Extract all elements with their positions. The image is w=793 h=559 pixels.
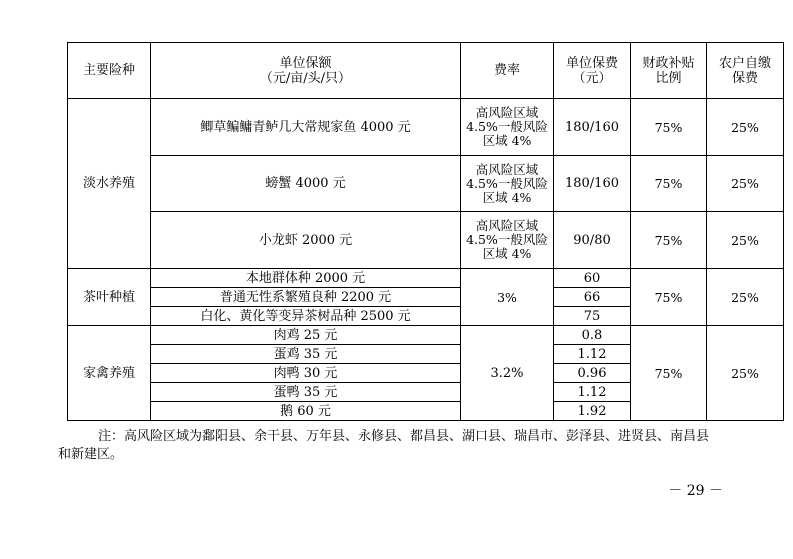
self-pay-cell: 25% — [707, 326, 784, 421]
table-row — [68, 326, 784, 345]
category-cell: 茶叶种植 — [68, 269, 151, 326]
subsidy-cell: 75% — [631, 269, 707, 326]
premium-cell: 0.8 — [554, 326, 631, 345]
premium-cell: 66 — [554, 288, 631, 307]
insurance-table — [67, 42, 784, 421]
table-row — [68, 156, 784, 212]
item-cell: 鹅 60 元 — [151, 402, 461, 421]
header-row — [68, 43, 784, 99]
rate-cell: 3.2% — [461, 326, 554, 421]
self-pay-cell: 25% — [707, 99, 784, 156]
self-pay-cell: 25% — [707, 269, 784, 326]
item-cell: 本地群体种 2000 元 — [151, 269, 461, 288]
subsidy-cell: 75% — [631, 326, 707, 421]
premium-cell: 1.92 — [554, 402, 631, 421]
premium-cell: 1.12 — [554, 383, 631, 402]
premium-cell: 75 — [554, 307, 631, 326]
premium-cell: 180/160 — [554, 156, 631, 212]
premium-cell: 1.12 — [554, 345, 631, 364]
item-cell: 普通无性系繁殖良种 2200 元 — [151, 288, 461, 307]
header-farmer-premium: 农户自缴 保费 — [707, 43, 784, 99]
item-cell: 蛋鸡 35 元 — [151, 345, 461, 364]
table-row — [68, 99, 784, 156]
item-cell: 螃蟹 4000 元 — [151, 156, 461, 212]
item-cell: 蛋鸭 35 元 — [151, 383, 461, 402]
header-rate: 费率 — [461, 43, 554, 99]
premium-cell: 60 — [554, 269, 631, 288]
footnote: 注：高风险区域为鄱阳县、余干县、万年县、永修县、都昌县、湖口县、瑞昌市、彭泽县、进贤县、南昌县 和新建区。 — [58, 429, 710, 462]
subsidy-cell: 75% — [631, 212, 707, 269]
item-cell: 肉鸡 25 元 — [151, 326, 461, 345]
header-insurance-type: 主要险种 — [68, 43, 151, 99]
rate-cell: 3% — [461, 269, 554, 326]
self-pay-cell: 25% — [707, 212, 784, 269]
rate-cell: 高风险区域 4.5%一般风险 区域 4% — [461, 212, 554, 269]
subsidy-cell: 75% — [631, 156, 707, 212]
table-row — [68, 212, 784, 269]
item-cell: 白化、黄化等变异茶树品种 2500 元 — [151, 307, 461, 326]
page-number: － 29 － — [668, 483, 723, 499]
rate-cell: 高风险区域 4.5%一般风险 区域 4% — [461, 156, 554, 212]
category-cell: 家禽养殖 — [68, 326, 151, 421]
category-cell: 淡水养殖 — [68, 99, 151, 269]
header-subsidy-ratio: 财政补贴 比例 — [631, 43, 707, 99]
rate-cell: 高风险区域 4.5%一般风险 区域 4% — [461, 99, 554, 156]
item-cell: 肉鸭 30 元 — [151, 364, 461, 383]
item-cell: 鲫草鳊鳙青鲈几大常规家鱼 4000 元 — [151, 99, 461, 156]
item-cell: 小龙虾 2000 元 — [151, 212, 461, 269]
premium-cell: 180/160 — [554, 99, 631, 156]
table-row — [68, 269, 784, 288]
self-pay-cell: 25% — [707, 156, 784, 212]
premium-cell: 0.96 — [554, 364, 631, 383]
header-unit-premium: 单位保费 （元） — [554, 43, 631, 99]
header-unit-coverage: 单位保额 （元/亩/头/只） — [151, 43, 461, 99]
subsidy-cell: 75% — [631, 99, 707, 156]
premium-cell: 90/80 — [554, 212, 631, 269]
